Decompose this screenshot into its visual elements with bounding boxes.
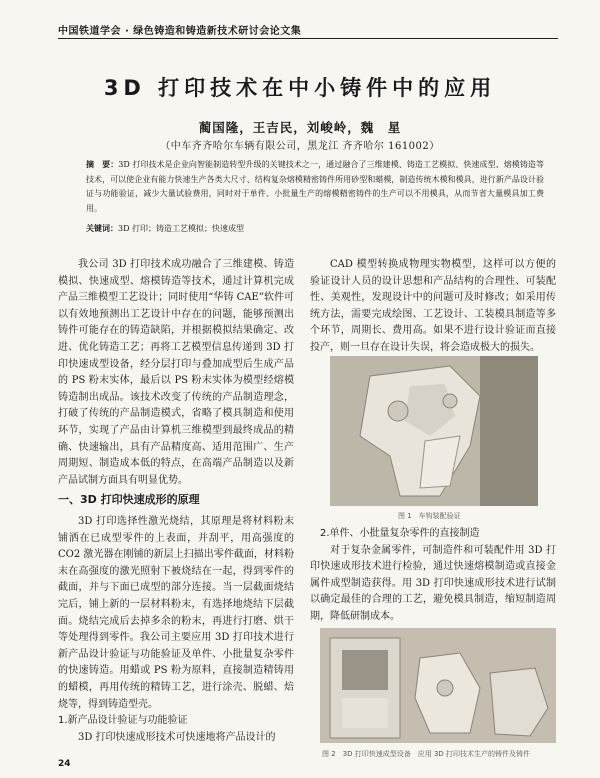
- intro-paragraph: 我公司 3D 打印技术成功融合了三维建模、铸造模拟、快速成型、熔模铸造等技术，通过计算机完成产品三维模型工艺设计；同时使用“华铸 CAE”软件可以有效地预测出工艺设计中存在的问题，能够预测出铸件可能存在的铸造缺陷，并根据模拟结果确定、改进、优化铸造工艺；再将工艺模型信息传递到 3D 打印快速成型设备，经分层打印与叠加成型后生成产品的 PS 粉末实体，最后以 PS 粉末实体为模型经熔模铸造制出成品。该技术改变了传统的产品制造理念，打破了传统的产品制造模式，省略了模具制造和使用环节，实现了产品由计算机三维模型到最终成品的精确、快速输出，具有产品精度高、适用范围广、生产周期短、制造成本低的特点，在高端产品制造以及新产品试制方面具有明显优势。: [58, 259, 294, 486]
- direct-manufacturing-paragraph: 对于复杂金属零件，可制造件和可装配件用 3D 打印快速成形技术进行检验，通过快速熔模制造或直接金属件成型制造获得。用 3D 打印快速成形技术进行试制以确定最佳的合理的工艺，避免模具制造，缩短制造周期，降低研制成本。: [310, 544, 556, 622]
- article-title: 3D 打印技术在中小铸件中的应用: [103, 76, 497, 100]
- left-column-intro: [58, 257, 294, 489]
- right-column-section2: [310, 526, 556, 626]
- abstract: [86, 158, 544, 216]
- left-column-section1: [58, 514, 294, 746]
- keywords-label: 关键词：: [86, 224, 118, 233]
- verification-paragraph: CAD 模型转换成物理实物模型，这样可以方便的验证设计人员的设计思想和产品结构的合理性、可装配性、美观性，发现设计中的问题可及时修改；如采用传统方法，需要完成绘图、工艺设计、工装模具制造等多个环节，周期长、费用高。如果不进行设计验证而直接投产，则一旦存在设计失误，将会造成极大的损失。: [310, 259, 556, 353]
- figure-2-printer-and-castings-photo: [320, 628, 556, 743]
- article-affiliation: （中车齐齐哈尔车辆有限公司，黑龙江 齐齐哈尔 161002）: [160, 141, 440, 152]
- article-authors: 蔺国隆，王吉民，刘峻岭，魏 星: [198, 120, 402, 135]
- abstract-label: 摘 要：: [86, 160, 119, 169]
- journal-header: 中国铁道学会 · 绿色铸造和铸造新技术研讨会论文集: [58, 26, 302, 37]
- header-divider: [58, 38, 558, 39]
- figure-1-coupler-assembly-photo: [330, 356, 538, 506]
- right-column-top: [310, 257, 556, 357]
- subheading-2: 2.单件、小批量复杂零件的直接制造: [320, 528, 480, 539]
- keywords: [86, 223, 544, 234]
- section-heading-1: 一、3D 打印快速成形的原理: [58, 493, 200, 506]
- subheading-1: 1.新产品设计验证与功能验证: [58, 715, 188, 727]
- figure-2-caption: 图 2 3D 打印快速成型设备 应用 3D 打印技术生产的铸件及铸件: [322, 750, 531, 758]
- abstract-text: 3D 打印技术是企业向智能制造转型升级的关键技术之一，通过融合了三维建模、铸造工艺模拟、快速成型、熔模铸造等技术，可以使企业有能力快速生产各类大尺寸、结构复杂熔模精密铸件所用砂型和蜡模，制造传统木模和模具，进行新产品设计验证与功能验证，减少大量试验费用，同时对于单件、小批量生产的熔模精密铸件的生产可以不用模具，从而节省大量模具加工费用。: [86, 160, 545, 213]
- page-number: 24: [58, 759, 71, 769]
- section1-paragraph: 3D 打印选择性激光烧结，其原理是将材料粉末铺洒在已成型零件的上表面，并刮平，用高强度的 CO2 激光器在刚铺的新层上扫描出零件截面，材料粉末在高强度的激光照射下被烧结在一起，得到零件的截面，并与下面已成型的部分连接。当一层截面烧结完后，铺上新的一层材料粉末，有选择地烧结下层截面。烧结完成后去掉多余的粉末，再进行打磨、烘干等处理得到零件。我公司主要应用 3D 打印技术进行新产品设计验证与功能验证及单件、小批量复杂零件的快速铸造。用蜡或 PS 粉为原料，直接制造精铸用的蜡模，再用传统的精铸工艺，进行涂壳、脱蜡、焙烧等，得到铸造型壳。: [58, 516, 294, 710]
- keywords-text: 3D 打印；铸造工艺模拟；快速成型: [118, 224, 245, 233]
- figure-1-caption: 图 1 车钩装配验证: [398, 512, 461, 520]
- subsection1-text: 3D 打印快速成形技术可快速地将产品设计的: [78, 731, 276, 743]
